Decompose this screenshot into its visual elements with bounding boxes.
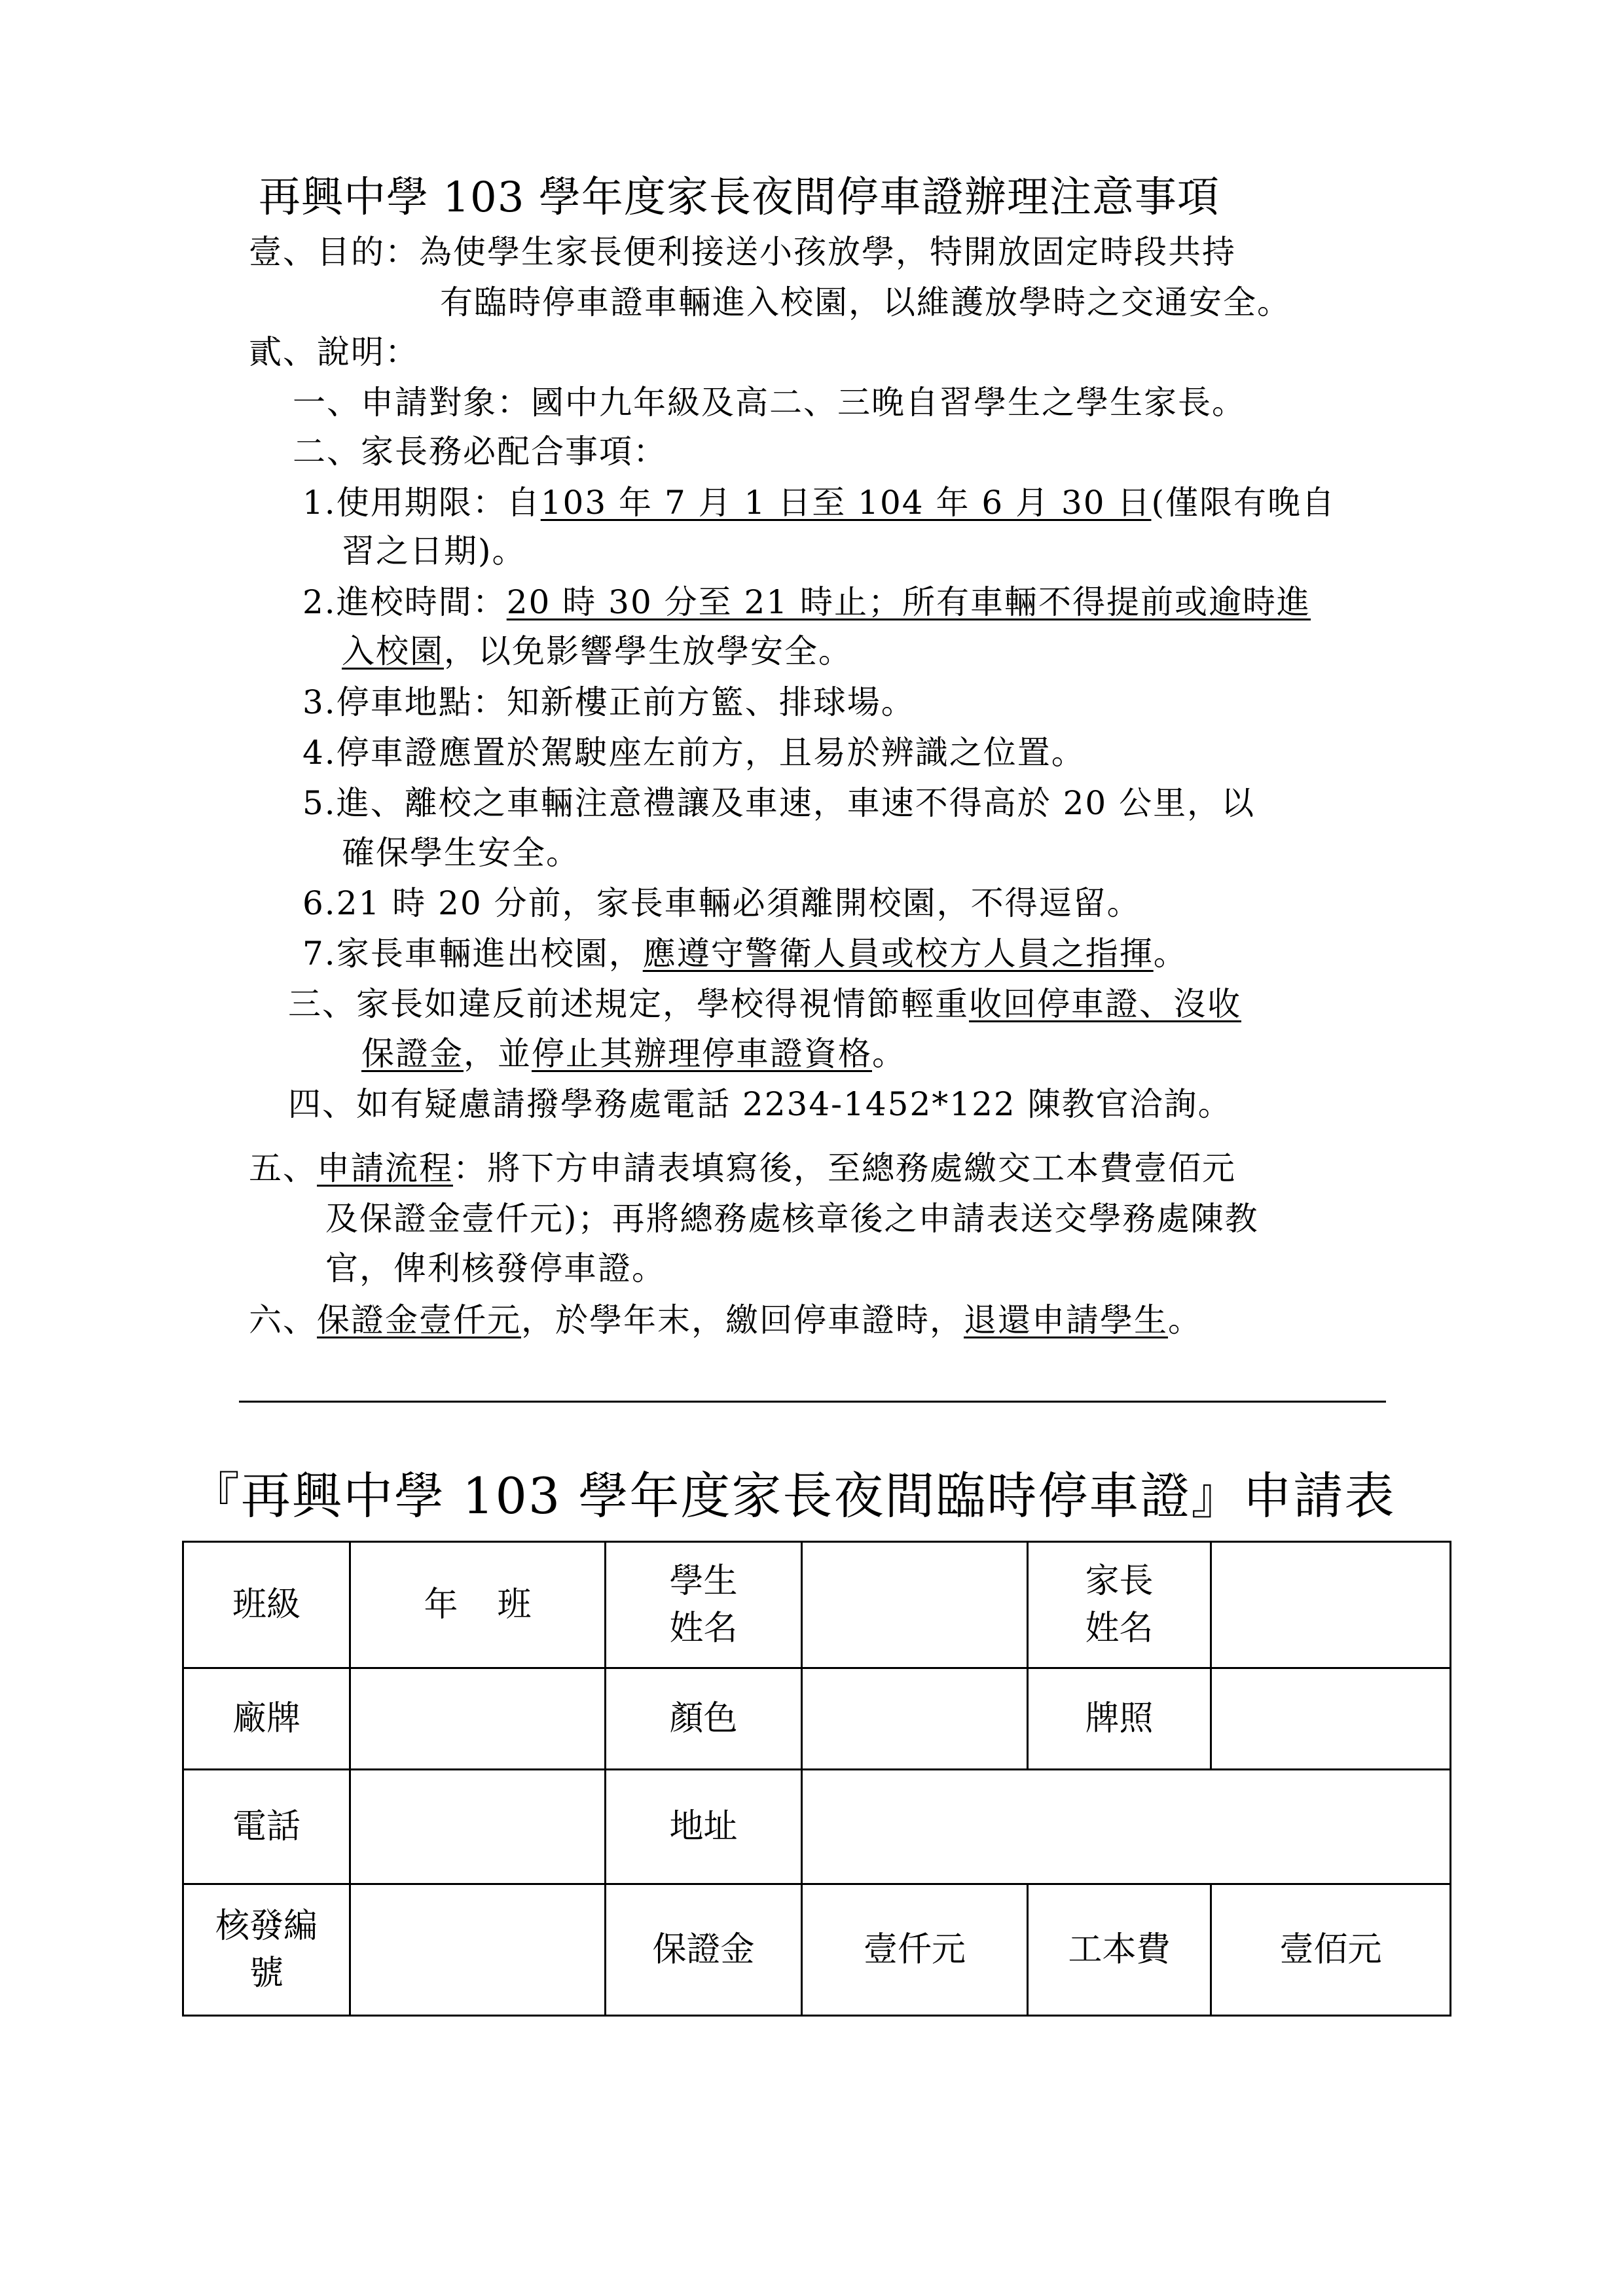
issue-number-label: 核發編 號 [183,1884,350,2016]
purpose-line-2: 有臨時停車證車輛進入校園，以維護放學時之交通安全。 [440,283,1291,321]
subitem-5-line-2: 確保學生安全。 [342,834,580,872]
class-label: 班級 [183,1542,350,1668]
item-1: 一、申請對象：國中九年級及高二、三晚自習學生之學生家長。 [293,384,1246,422]
subitem-1-period: 103 年 7 月 1 日至 104 年 6 月 30 日 [540,484,1152,522]
subitem-1-line-2: 習之日期)。 [342,532,526,570]
form-row-vehicle [183,1668,1451,1770]
application-form-table [182,1541,1451,2017]
item-6-return: 退還申請學生 [964,1301,1168,1339]
item-3-end: 。 [872,1035,906,1073]
subitem-5-line-1: 5.進、離校之車輛注意禮讓及車速，車速不得高於 20 公里，以 [302,784,1256,822]
explain-heading: 貳、說明： [249,333,419,371]
form-title: 『再興中學 103 學年度家長夜間臨時停車證』申請表 [190,1467,1396,1525]
item-5-line-1 [249,1149,1236,1188]
phone-field[interactable] [350,1770,606,1884]
item-4: 四、如有疑慮請撥學務處電話 2234-1452*122 陳教官洽詢。 [288,1085,1232,1123]
separator-line [239,1401,1386,1403]
address-label: 地址 [606,1770,802,1884]
deposit-value: 壹仟元 [802,1884,1028,2016]
item-6-prefix: 六、 [249,1301,317,1339]
subitem-4: 4.停車證應置於駕駛座左前方，且易於辨識之位置。 [302,734,1085,772]
subitem-2-line-2 [342,632,852,671]
form-row-class [183,1542,1451,1668]
class-field[interactable] [350,1542,606,1668]
item-3-deposit: 保證金 [361,1035,464,1073]
color-field[interactable] [802,1668,1028,1770]
fee-label: 工本費 [1028,1884,1211,2016]
subitem-1-line-1 [302,483,1336,522]
phone-label: 電話 [183,1770,350,1884]
item-6 [249,1300,1202,1340]
fee-value: 壹佰元 [1211,1884,1451,2016]
color-label: 顏色 [606,1668,802,1770]
item-3-line-1 [288,984,1241,1024]
subitem-7-suffix: 。 [1153,935,1188,973]
item-6-mid: ，於學年末，繳回停車證時， [521,1301,964,1339]
student-name-field[interactable] [802,1542,1028,1668]
subitem-6: 6.21 時 20 分前，家長車輛必須離開校園，不得逗留。 [302,884,1141,922]
form-row-contact [183,1770,1451,1884]
item-6-end: 。 [1168,1301,1202,1339]
student-name-label: 學生 姓名 [606,1542,802,1668]
subitem-2-prefix: 2.進校時間： [302,583,507,621]
item-3-line-2 [361,1034,906,1073]
item-3-stop: 停止其辦理停車證資格 [532,1035,872,1073]
form-row-fees [183,1884,1451,2016]
subitem-7-underlined: 應遵守警衛人員或校方人員之指揮 [642,935,1154,973]
item-3-mid: ，並 [464,1035,532,1073]
year-label: 年 [424,1585,498,1624]
item-5-line-3: 官，俾利核發停車證。 [325,1249,666,1287]
parent-name-label: 家長 姓名 [1028,1542,1211,1668]
brand-label: 廠牌 [183,1668,350,1770]
subitem-7-prefix: 7.家長車輛進出校園， [302,935,643,973]
item-5-line-2: 及保證金壹仟元)；再將總務處核章後之申請表送交學務處陳教 [325,1200,1259,1238]
item-5-process: 申請流程 [317,1149,453,1187]
item-3-prefix: 三、家長如違反前述規定，學校得視情節輕重 [288,985,969,1023]
subitem-2-enter: 入校園 [342,632,444,670]
purpose-line-1: 壹、目的：為使學生家長便利接送小孩放學，特開放固定時段共持 [249,233,1236,271]
deposit-label: 保證金 [606,1884,802,2016]
subitem-7 [302,934,1188,973]
subitem-1-prefix: 1.使用期限：自 [302,484,541,522]
issue-number-field[interactable] [350,1884,606,2016]
ban-label: 班 [497,1585,532,1624]
subitem-2-time: 20 時 30 分至 21 時止；所有車輛不得提前或逾時進 [506,583,1311,621]
item-5-prefix: 五、 [249,1149,317,1187]
item-3-underlined: 收回停車證、沒收 [969,985,1241,1023]
parent-name-field[interactable] [1211,1542,1451,1668]
subitem-1-suffix: (僅限有晚自 [1151,484,1336,522]
brand-field[interactable] [350,1668,606,1770]
subitem-3: 3.停車地點：知新樓正前方籃、排球場。 [302,683,915,721]
plate-label: 牌照 [1028,1668,1211,1770]
plate-field[interactable] [1211,1668,1451,1770]
item-5-rest: ：將下方申請表填寫後，至總務處繳交工本費壹佰元 [453,1149,1236,1187]
item-2: 二、家長務必配合事項： [293,433,667,471]
notice-title: 再興中學 103 學年度家長夜間停車證辦理注意事項 [259,173,1220,222]
address-field[interactable] [802,1770,1451,1884]
subitem-2-rest: ，以免影響學生放學安全。 [444,632,852,670]
subitem-2-line-1 [302,583,1311,622]
item-6-deposit: 保證金壹仟元 [317,1301,521,1339]
